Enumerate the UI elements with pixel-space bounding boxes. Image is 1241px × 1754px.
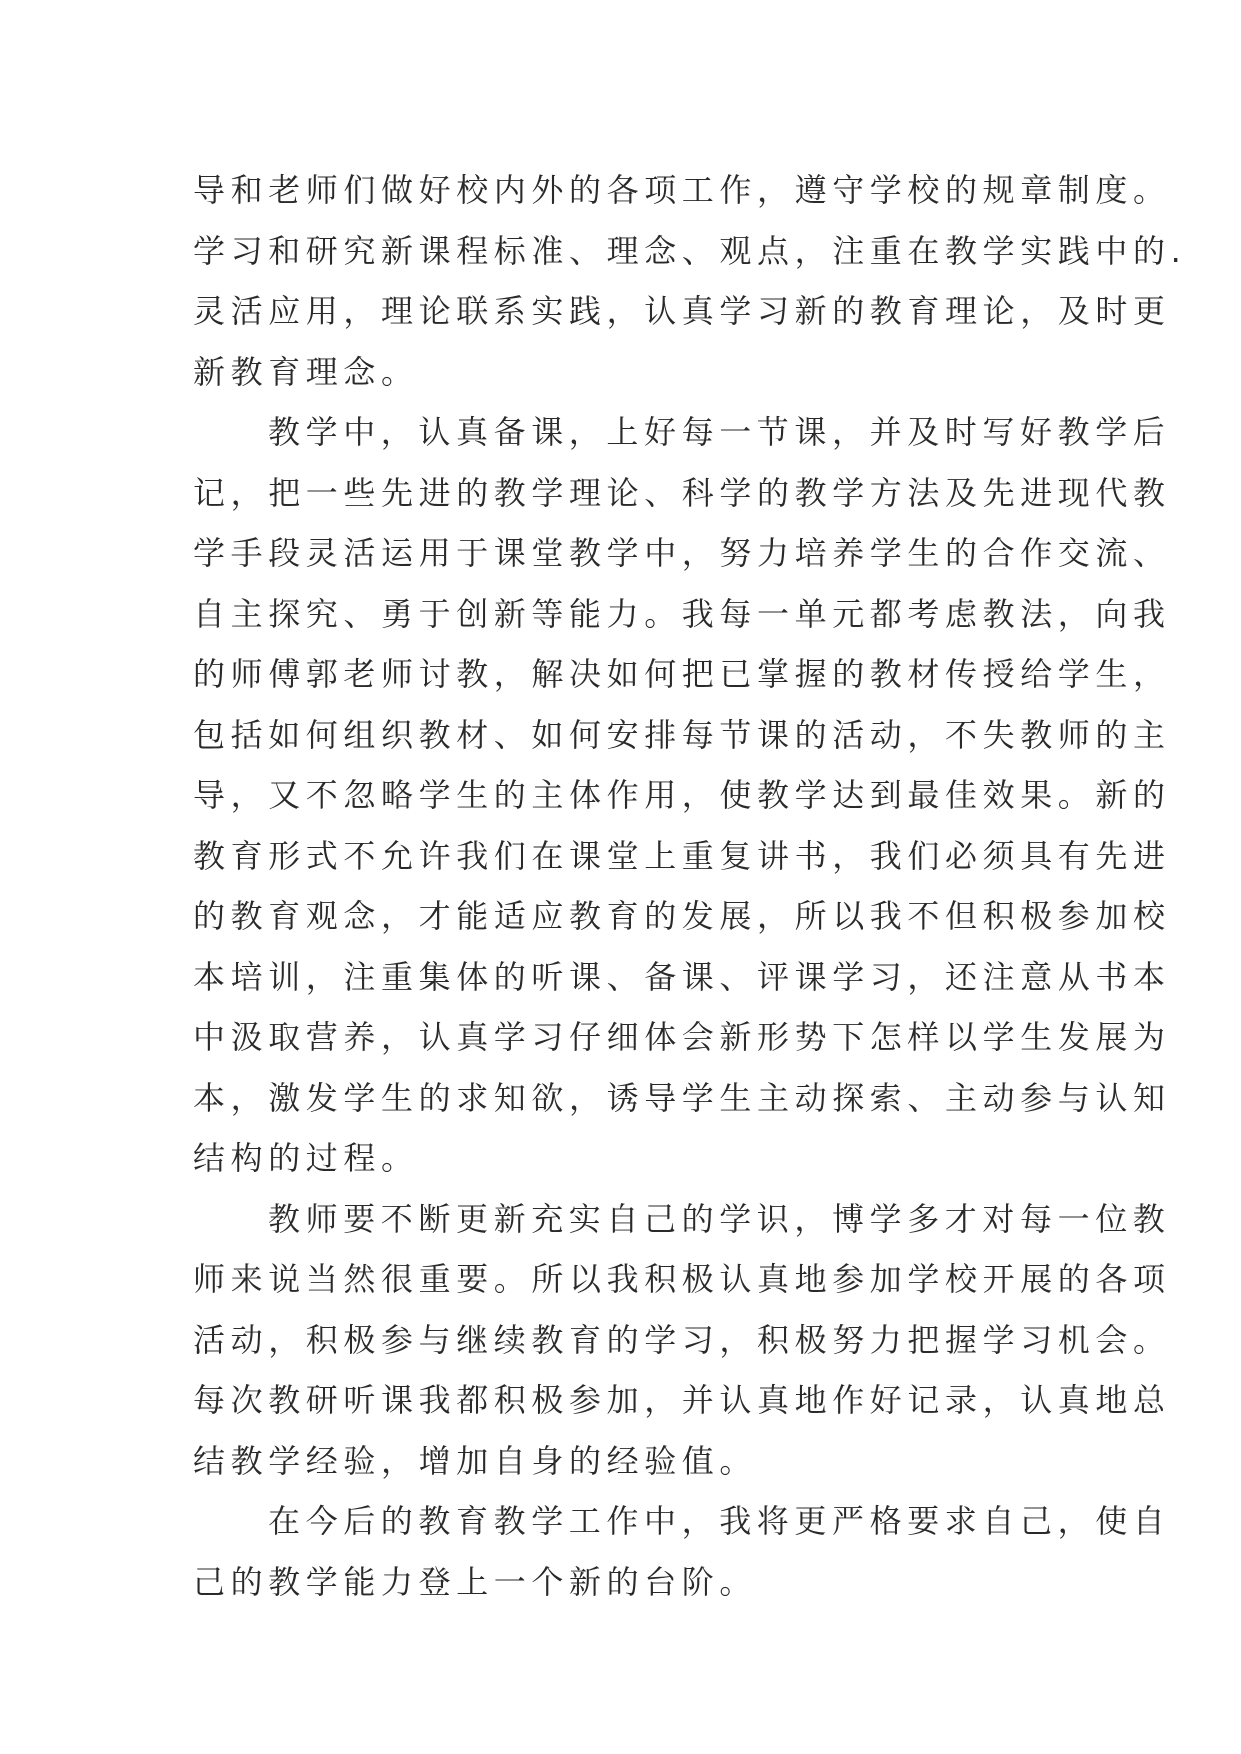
text-line: 记，把一些先进的教学理论、科学的教学方法及先进现代教 [193,473,1171,512]
text-line: 己的教学能力登上一个新的台阶。 [193,1562,758,1601]
text-line-indented: 教师要不断更新充实自己的学识，博学多才对每一位教 [268,1199,1171,1238]
text-line: 结教学经验，增加自身的经验值。 [193,1441,758,1480]
text-line: 新教育理念。 [193,352,419,391]
text-line: 每次教研听课我都积极参加，并认真地作好记录，认真地总 [193,1381,1171,1419]
text-line: 教育形式不允许我们在课堂上重复讲书，我们必须具有先进 [193,836,1171,875]
text-line: 活动，积极参与继续教育的学习，积极努力把握学习机会。 [193,1320,1171,1359]
text-line: 自主探究、勇于创新等能力。我每一单元都考虑教法，向我 [193,594,1171,633]
text-line: 导和老师们做好校内外的各项工作，遵守学校的规章制度。 [193,171,1171,209]
text-line: 导，又不忽略学生的主体作用，使教学达到最佳效果。新的 [193,776,1171,814]
text-line: 学习和研究新课程标准、理念、观点，注重在教学实践中的. [193,231,1187,270]
text-line-indented: 在今后的教育教学工作中，我将更严格要求自己，使自 [268,1502,1171,1540]
text-line: 结构的过程。 [193,1139,419,1177]
text-line: 本培训，注重集体的听课、备课、评课学习，还注意从书本 [193,957,1171,996]
text-line: 灵活应用，理论联系实践，认真学习新的教育理论，及时更 [193,292,1171,330]
text-line: 学手段灵活运用于课堂教学中，努力培养学生的合作交流、 [193,534,1171,572]
text-line: 中汲取营养，认真学习仔细体会新形势下怎样以学生发展为 [193,1018,1171,1056]
document-body [193,160,1187,1612]
text-line: 师来说当然很重要。所以我积极认真地参加学校开展的各项 [193,1260,1171,1298]
text-line-indented: 教学中，认真备课，上好每一节课，并及时写好教学后 [268,413,1171,451]
text-line: 包括如何组织教材、如何安排每节课的活动，不失教师的主 [193,715,1171,754]
text-line: 的师傅郭老师讨教，解决如何把已掌握的教材传授给学生， [193,655,1171,693]
text-line: 的教育观念，才能适应教育的发展，所以我不但积极参加校 [193,897,1171,935]
text-line: 本，激发学生的求知欲，诱导学生主动探索、主动参与认知 [193,1078,1171,1117]
